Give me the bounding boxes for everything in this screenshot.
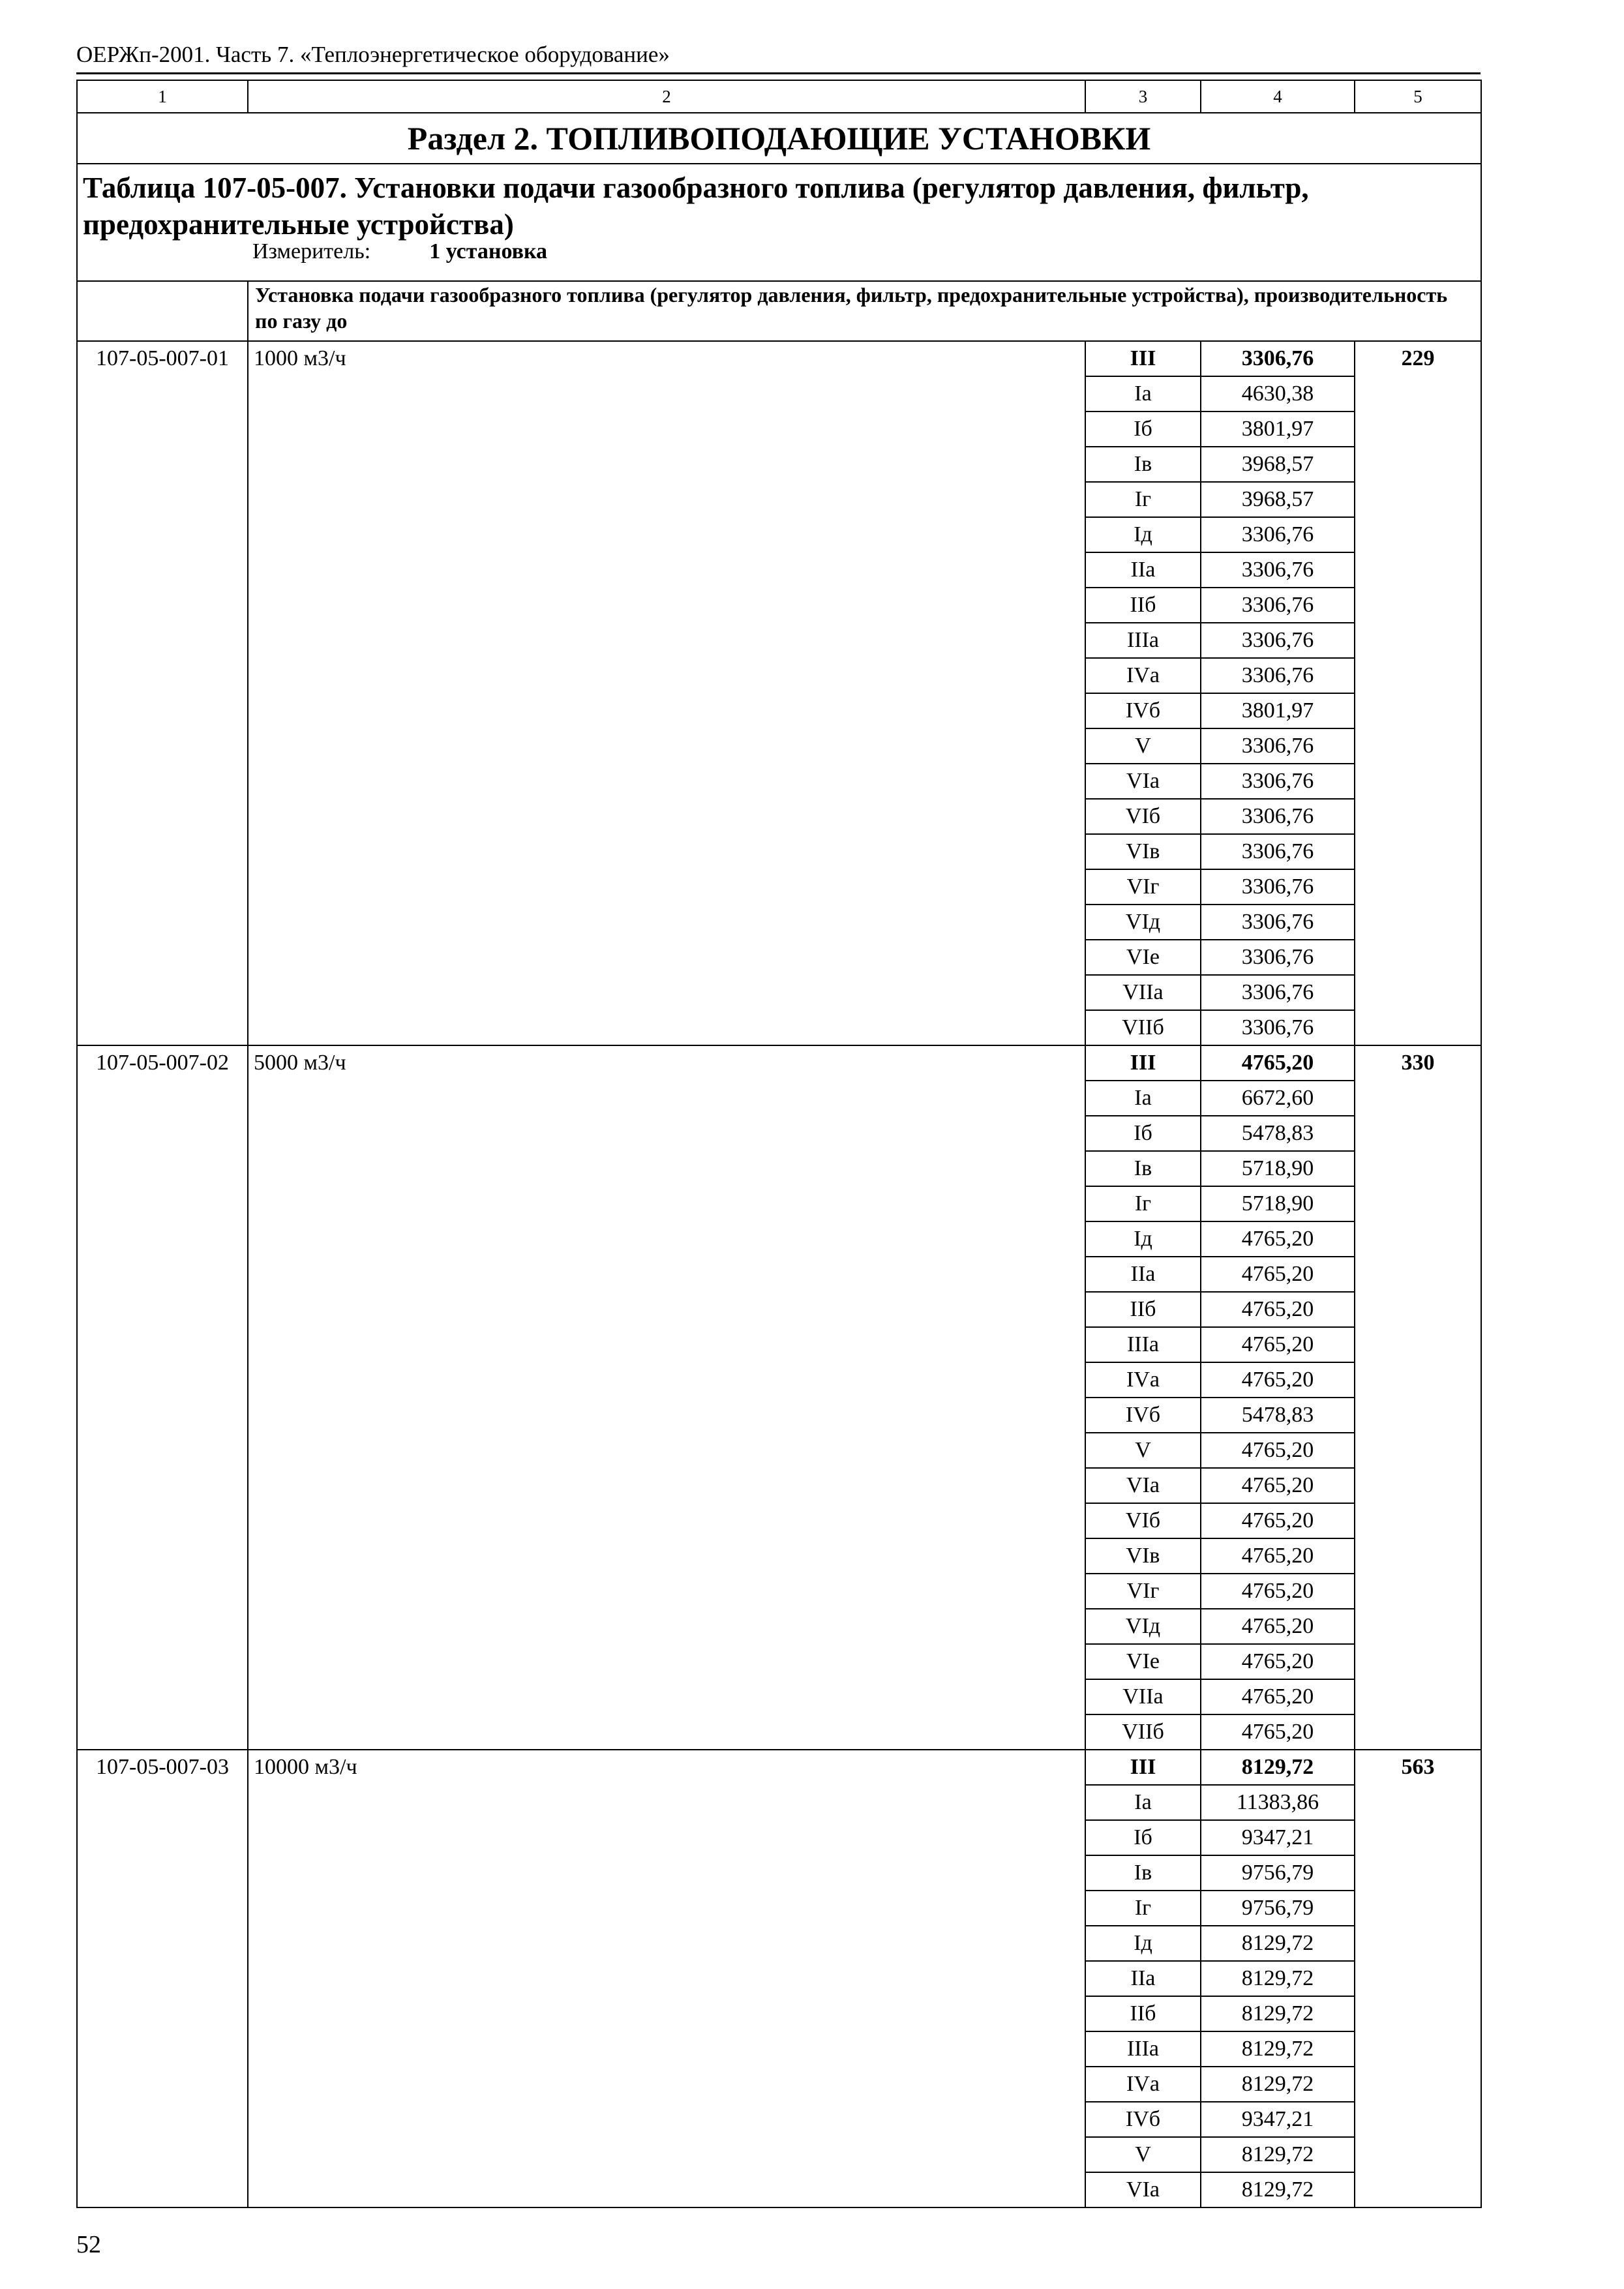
- zone-cell: Iб: [1085, 1116, 1201, 1151]
- price-cell: 3306,76: [1201, 975, 1355, 1010]
- price-cell: 3306,76: [1201, 834, 1355, 869]
- running-header: ОЕРЖп-2001. Часть 7. «Теплоэнергетическое оборудование»: [76, 42, 670, 67]
- zone-cell: IVа: [1085, 2067, 1201, 2102]
- table-title-cell: [77, 164, 1481, 281]
- zone-cell: VIб: [1085, 799, 1201, 834]
- zone-cell: Iг: [1085, 482, 1201, 517]
- price-cell: 8129,72: [1201, 2172, 1355, 2207]
- price-cell: 3306,76: [1201, 517, 1355, 552]
- section-title: Раздел 2. ТОПЛИВОПОДАЮЩИЕ УСТАНОВКИ: [77, 113, 1481, 164]
- zone-cell: IIб: [1085, 1292, 1201, 1327]
- zone-cell: IIб: [1085, 588, 1201, 623]
- zone-cell: VIа: [1085, 2172, 1201, 2207]
- price-cell: 3306,76: [1201, 940, 1355, 975]
- zone-cell: Iб: [1085, 1820, 1201, 1855]
- zone-cell: III: [1085, 1750, 1201, 1785]
- price-cell: 5478,83: [1201, 1116, 1355, 1151]
- price-cell: 4765,20: [1201, 1503, 1355, 1538]
- price-cell: 4765,20: [1201, 1538, 1355, 1574]
- column-number-row: [77, 80, 1481, 113]
- zone-cell: IIIа: [1085, 1327, 1201, 1362]
- zone-cell: Iд: [1085, 1221, 1201, 1257]
- price-cell: 4765,20: [1201, 1644, 1355, 1679]
- price-cell: 9347,21: [1201, 2102, 1355, 2137]
- zone-cell: VIв: [1085, 834, 1201, 869]
- price-cell: 4765,20: [1201, 1574, 1355, 1609]
- column-number: 1: [77, 80, 248, 113]
- position-cell: 330: [1355, 1045, 1481, 1750]
- table-title-row: [77, 164, 1481, 281]
- price-cell: 4765,20: [1201, 1609, 1355, 1644]
- price-cell: 3306,76: [1201, 658, 1355, 693]
- zone-cell: IVа: [1085, 658, 1201, 693]
- zone-cell: IVб: [1085, 2102, 1201, 2137]
- zone-cell: Iв: [1085, 447, 1201, 482]
- zone-cell: V: [1085, 1433, 1201, 1468]
- description-empty-cell: [77, 281, 248, 341]
- price-cell: 3306,76: [1201, 552, 1355, 588]
- price-cell: 4765,20: [1201, 1679, 1355, 1714]
- zone-cell: VIе: [1085, 1644, 1201, 1679]
- price-cell: 3306,76: [1201, 341, 1355, 376]
- zone-cell: IIа: [1085, 1257, 1201, 1292]
- price-cell: 5718,90: [1201, 1151, 1355, 1186]
- price-cell: 5718,90: [1201, 1186, 1355, 1221]
- price-cell: 9756,79: [1201, 1855, 1355, 1891]
- table-row: [77, 341, 1481, 376]
- zone-cell: III: [1085, 341, 1201, 376]
- zone-cell: III: [1085, 1045, 1201, 1081]
- meter: [252, 239, 547, 265]
- meter-value: 1 установка: [429, 239, 548, 263]
- zone-cell: VIIа: [1085, 975, 1201, 1010]
- price-cell: 5478,83: [1201, 1398, 1355, 1433]
- price-cell: 3968,57: [1201, 482, 1355, 517]
- price-cell: 8129,72: [1201, 2137, 1355, 2172]
- zone-cell: Iд: [1085, 517, 1201, 552]
- rate-name: 5000 м3/ч: [248, 1045, 1085, 1750]
- price-cell: 4765,20: [1201, 1221, 1355, 1257]
- price-cell: 3801,97: [1201, 411, 1355, 447]
- zone-cell: Iг: [1085, 1186, 1201, 1221]
- zone-cell: VIг: [1085, 869, 1201, 905]
- price-cell: 6672,60: [1201, 1081, 1355, 1116]
- zone-cell: Iг: [1085, 1891, 1201, 1926]
- column-number: 2: [248, 80, 1085, 113]
- description-row: [77, 281, 1481, 341]
- price-cell: 9347,21: [1201, 1820, 1355, 1855]
- table-row: [77, 1045, 1481, 1081]
- zone-cell: VIе: [1085, 940, 1201, 975]
- zone-cell: IIб: [1085, 1996, 1201, 2031]
- page-number: 52: [76, 2231, 101, 2258]
- description: Установка подачи газообразного топлива (регулятор давления, фильтр, предохранительные устройства), производительность по газу до: [248, 281, 1481, 341]
- price-cell: 8129,72: [1201, 2067, 1355, 2102]
- zone-cell: VIв: [1085, 1538, 1201, 1574]
- price-cell: 3306,76: [1201, 588, 1355, 623]
- price-cell: 11383,86: [1201, 1785, 1355, 1820]
- zone-cell: VIд: [1085, 1609, 1201, 1644]
- column-number: 3: [1085, 80, 1201, 113]
- zone-cell: Iв: [1085, 1855, 1201, 1891]
- zone-cell: VIа: [1085, 1468, 1201, 1503]
- zone-cell: IVб: [1085, 1398, 1201, 1433]
- header-rule: [76, 72, 1481, 74]
- zone-cell: IIа: [1085, 1961, 1201, 1996]
- zone-cell: VIб: [1085, 1503, 1201, 1538]
- price-cell: 8129,72: [1201, 2031, 1355, 2067]
- zone-cell: IIIа: [1085, 623, 1201, 658]
- zone-cell: VIIб: [1085, 1010, 1201, 1045]
- zone-cell: Iд: [1085, 1926, 1201, 1961]
- rates-table: [76, 80, 1482, 2208]
- price-cell: 3801,97: [1201, 693, 1355, 728]
- zone-cell: Iа: [1085, 1081, 1201, 1116]
- meter-label: Измеритель:: [252, 239, 371, 263]
- price-cell: 9756,79: [1201, 1891, 1355, 1926]
- price-cell: 3968,57: [1201, 447, 1355, 482]
- price-cell: 4765,20: [1201, 1327, 1355, 1362]
- zone-cell: VIг: [1085, 1574, 1201, 1609]
- price-cell: 3306,76: [1201, 764, 1355, 799]
- price-cell: 4765,20: [1201, 1714, 1355, 1750]
- zone-cell: IIIа: [1085, 2031, 1201, 2067]
- rate-code: 107-05-007-03: [77, 1750, 248, 2207]
- zone-cell: Iб: [1085, 411, 1201, 447]
- price-cell: 4765,20: [1201, 1045, 1355, 1081]
- rate-name: 1000 м3/ч: [248, 341, 1085, 1045]
- zone-cell: VIIб: [1085, 1714, 1201, 1750]
- section-row: [77, 113, 1481, 164]
- position-cell: 563: [1355, 1750, 1481, 2207]
- rate-code: 107-05-007-01: [77, 341, 248, 1045]
- price-cell: 8129,72: [1201, 1961, 1355, 1996]
- zone-cell: IIа: [1085, 552, 1201, 588]
- table-row: [77, 1750, 1481, 1785]
- table-title: Таблица 107-05-007. Установки подачи газообразного топлива (регулятор давления, фильтр, предохранительные устройства): [83, 172, 1309, 241]
- price-cell: 4765,20: [1201, 1468, 1355, 1503]
- zone-cell: IVа: [1085, 1362, 1201, 1398]
- zone-cell: VIа: [1085, 764, 1201, 799]
- zone-cell: IVб: [1085, 693, 1201, 728]
- zone-cell: Iа: [1085, 1785, 1201, 1820]
- price-cell: 4765,20: [1201, 1362, 1355, 1398]
- zone-cell: Iа: [1085, 376, 1201, 411]
- column-number: 4: [1201, 80, 1355, 113]
- rate-code: 107-05-007-02: [77, 1045, 248, 1750]
- position-cell: 229: [1355, 341, 1481, 1045]
- price-cell: 8129,72: [1201, 1996, 1355, 2031]
- column-number: 5: [1355, 80, 1481, 113]
- zone-cell: Iв: [1085, 1151, 1201, 1186]
- zone-cell: VIд: [1085, 905, 1201, 940]
- price-cell: 3306,76: [1201, 869, 1355, 905]
- price-cell: 4765,20: [1201, 1433, 1355, 1468]
- price-cell: 3306,76: [1201, 1010, 1355, 1045]
- zone-cell: V: [1085, 728, 1201, 764]
- zone-cell: VIIа: [1085, 1679, 1201, 1714]
- price-cell: 8129,72: [1201, 1750, 1355, 1785]
- price-cell: 4765,20: [1201, 1257, 1355, 1292]
- price-cell: 8129,72: [1201, 1926, 1355, 1961]
- rate-name: 10000 м3/ч: [248, 1750, 1085, 2207]
- price-cell: 3306,76: [1201, 623, 1355, 658]
- price-cell: 4765,20: [1201, 1292, 1355, 1327]
- price-cell: 3306,76: [1201, 728, 1355, 764]
- zone-cell: V: [1085, 2137, 1201, 2172]
- price-cell: 3306,76: [1201, 905, 1355, 940]
- price-cell: 4630,38: [1201, 376, 1355, 411]
- price-cell: 3306,76: [1201, 799, 1355, 834]
